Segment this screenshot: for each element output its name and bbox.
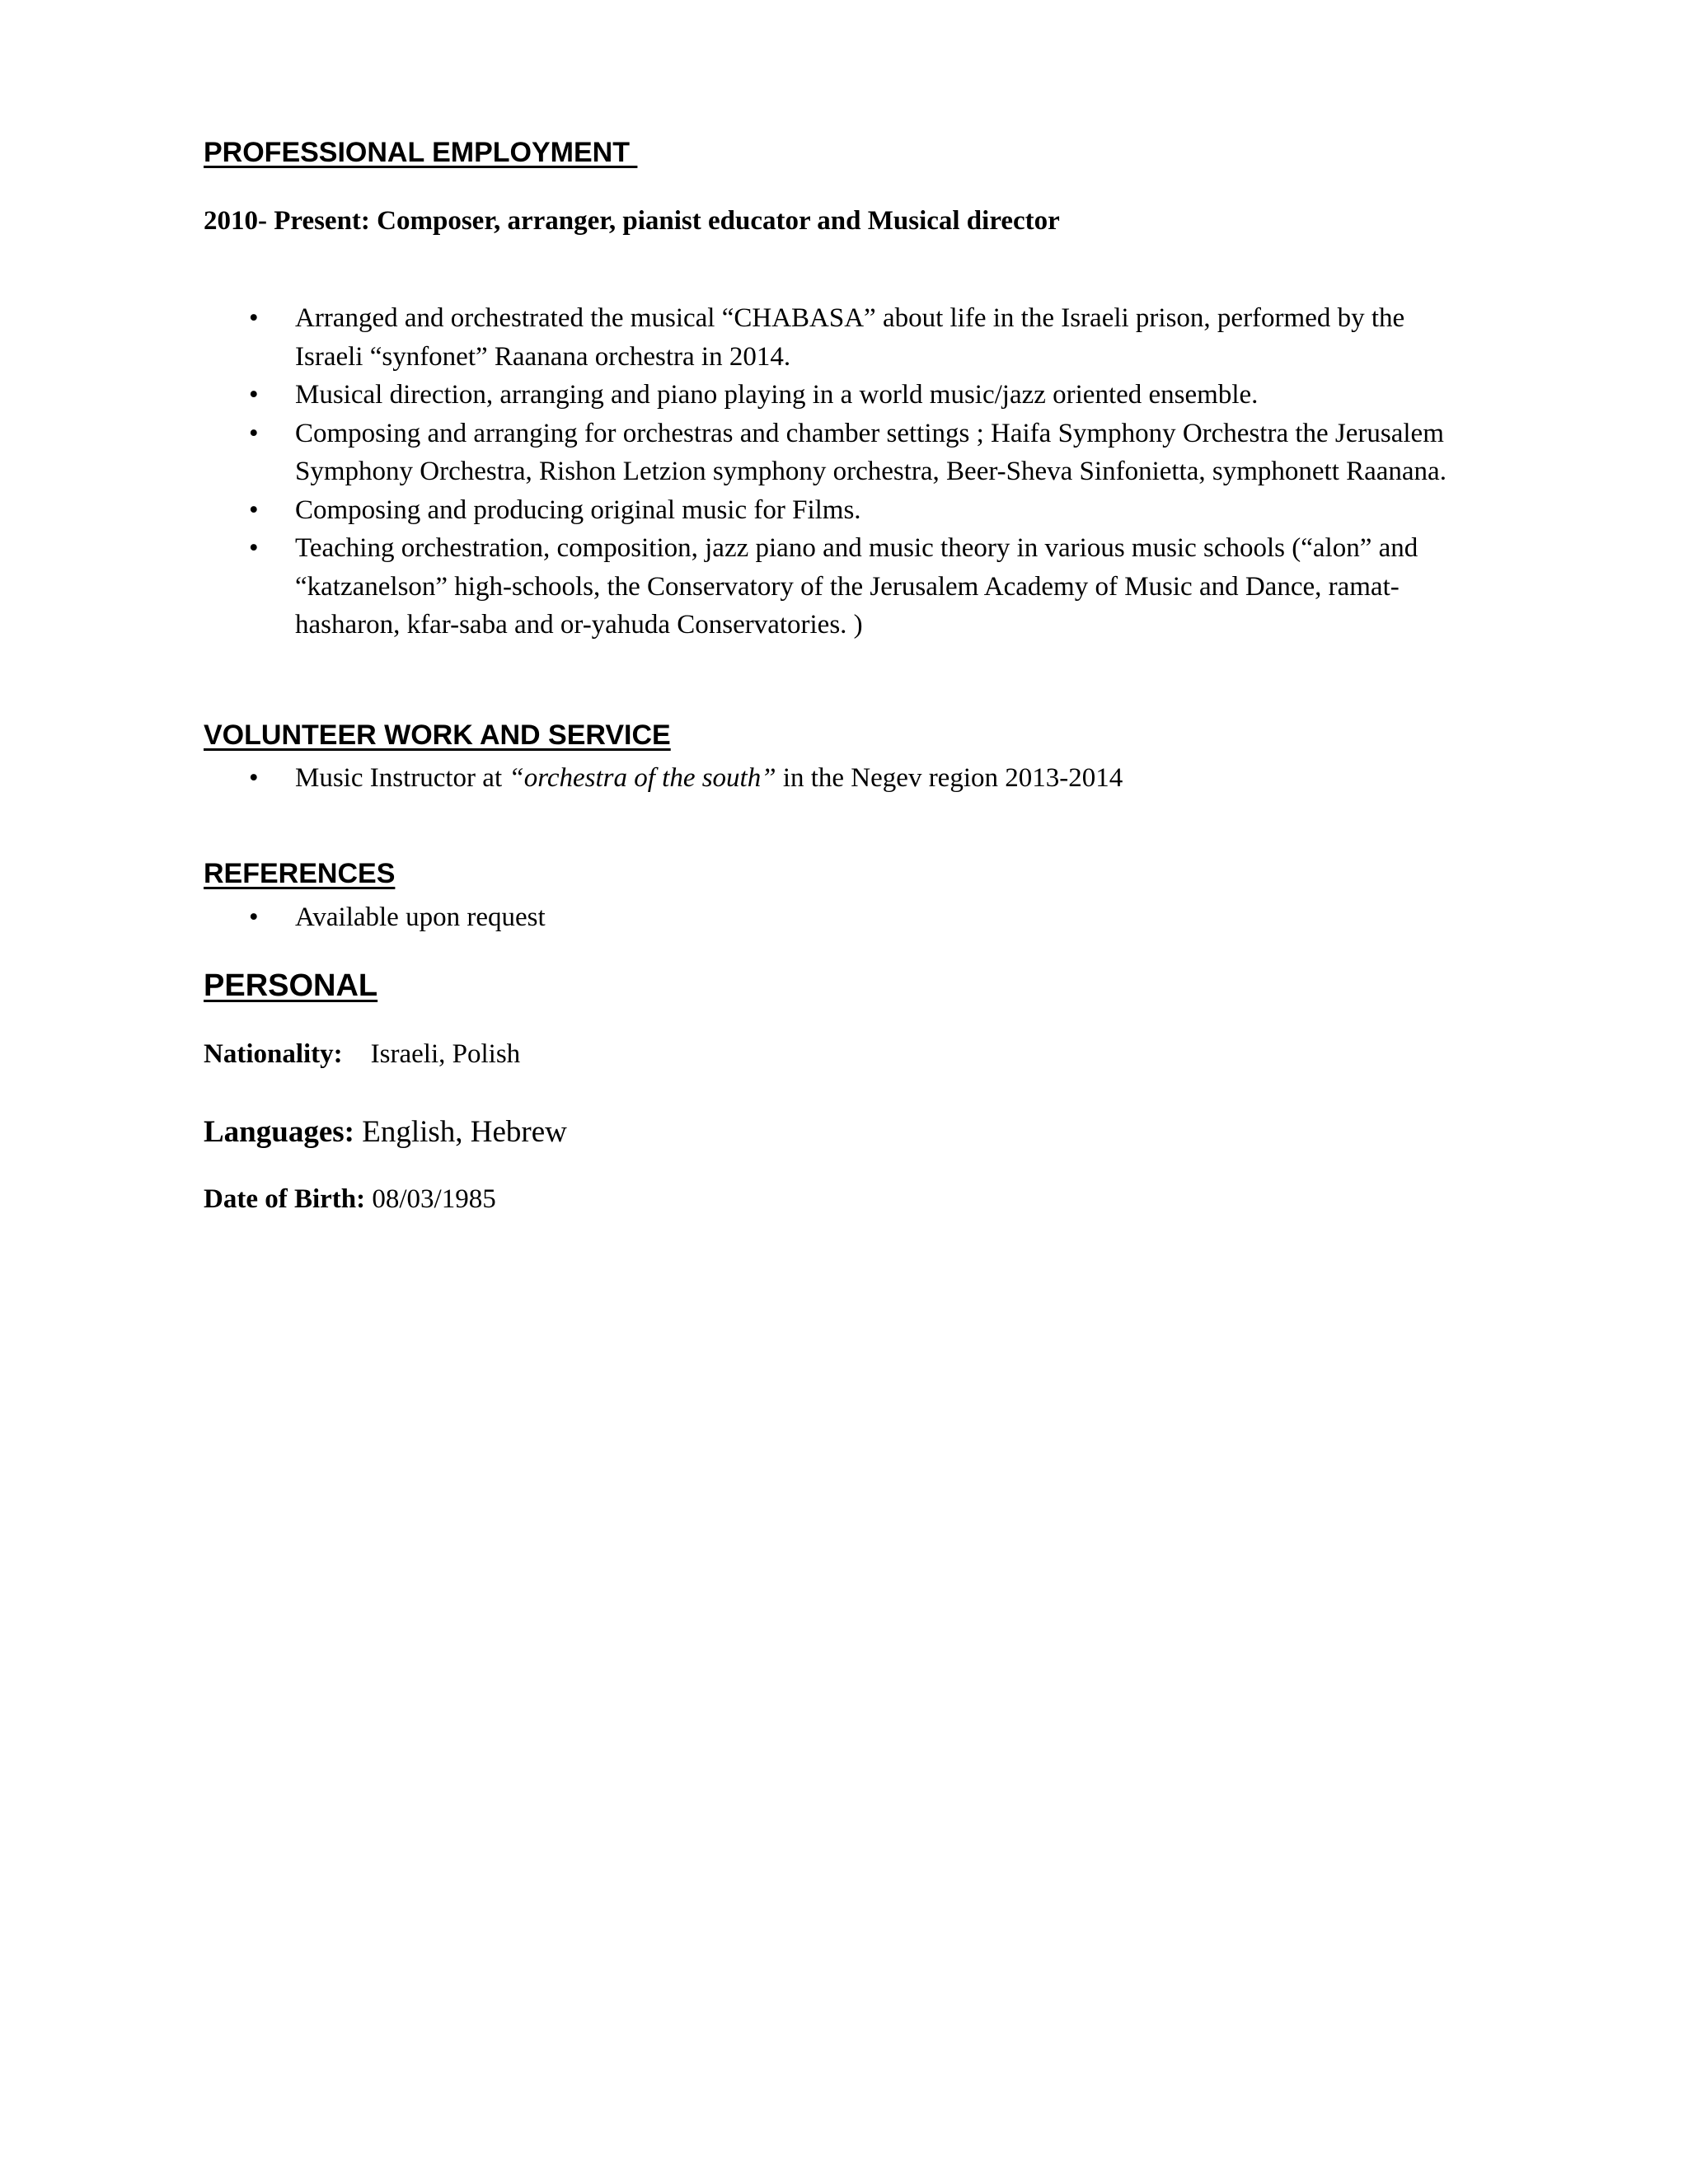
bullet-icon: • — [249, 380, 259, 410]
personal-heading: PERSONAL — [204, 968, 378, 1003]
volunteer-list — [0, 759, 1465, 798]
list-item — [0, 529, 1465, 644]
bullet-icon: • — [249, 763, 259, 793]
references-list — [0, 898, 1465, 937]
bullet-icon: • — [249, 303, 259, 333]
employment-item-text: Arranged and orchestrated the musical “CHABASA” about life in the Israeli prison, performed by the Israeli “synfonet” Raanana orchestra in 2014. — [295, 303, 1405, 372]
languages-value: English, Hebrew — [354, 1115, 567, 1149]
volunteer-item-prefix: Music Instructor at — [295, 763, 509, 793]
list-item — [0, 759, 1465, 798]
date-of-birth-label: Date of Birth: — [204, 1184, 366, 1214]
list-item — [0, 415, 1465, 491]
volunteer-item-suffix: in the Negev region 2013-2014 — [776, 763, 1123, 793]
languages-field — [204, 1114, 567, 1150]
list-item — [0, 376, 1465, 415]
list-item — [0, 898, 1465, 937]
job-title: 2010- Present: Composer, arranger, pianist educator and Musical director — [204, 206, 1060, 236]
list-item — [0, 491, 1465, 530]
volunteer-item-organization: “orchestra of the south” — [509, 763, 776, 793]
bullet-icon: • — [249, 494, 259, 525]
employment-item-text: Composing and producing original music for Films. — [295, 494, 861, 525]
employment-item-text: Composing and arranging for orchestras and chamber settings ; Haifa Symphony Orchestra the Jerusalem Symphony Orchestra, Rishon Letzion symphony orchestra, Beer-Sheva Sinfonietta, symphonett Raanana. — [295, 418, 1447, 486]
references-item-text: Available upon request — [295, 902, 546, 932]
nationality-label: Nationality: — [204, 1039, 343, 1069]
bullet-icon: • — [249, 533, 259, 563]
employment-item-text: Musical direction, arranging and piano playing in a world music/jazz oriented ensemble. — [295, 380, 1259, 410]
employment-list — [0, 299, 1465, 644]
date-of-birth-field — [204, 1184, 496, 1215]
bullet-icon: • — [249, 418, 259, 448]
professional-employment-heading: PROFESSIONAL EMPLOYMENT — [204, 137, 638, 168]
date-of-birth-value: 08/03/1985 — [365, 1184, 496, 1214]
nationality-field — [204, 1039, 520, 1070]
languages-label: Languages: — [204, 1115, 354, 1149]
volunteer-heading: VOLUNTEER WORK AND SERVICE — [204, 719, 671, 751]
list-item — [0, 299, 1465, 376]
nationality-value: Israeli, Polish — [370, 1039, 521, 1069]
references-heading: REFERENCES — [204, 858, 396, 889]
bullet-icon: • — [249, 902, 259, 932]
employment-item-text: Teaching orchestration, composition, jazz piano and music theory in various music schools (“alon” and “katzanelson” high-schools, the Conservatory of the Jerusalem Academy of Music and Dance, ramat-hasharon, kfar-saba and or-yahuda Conservatories. ) — [295, 533, 1418, 640]
